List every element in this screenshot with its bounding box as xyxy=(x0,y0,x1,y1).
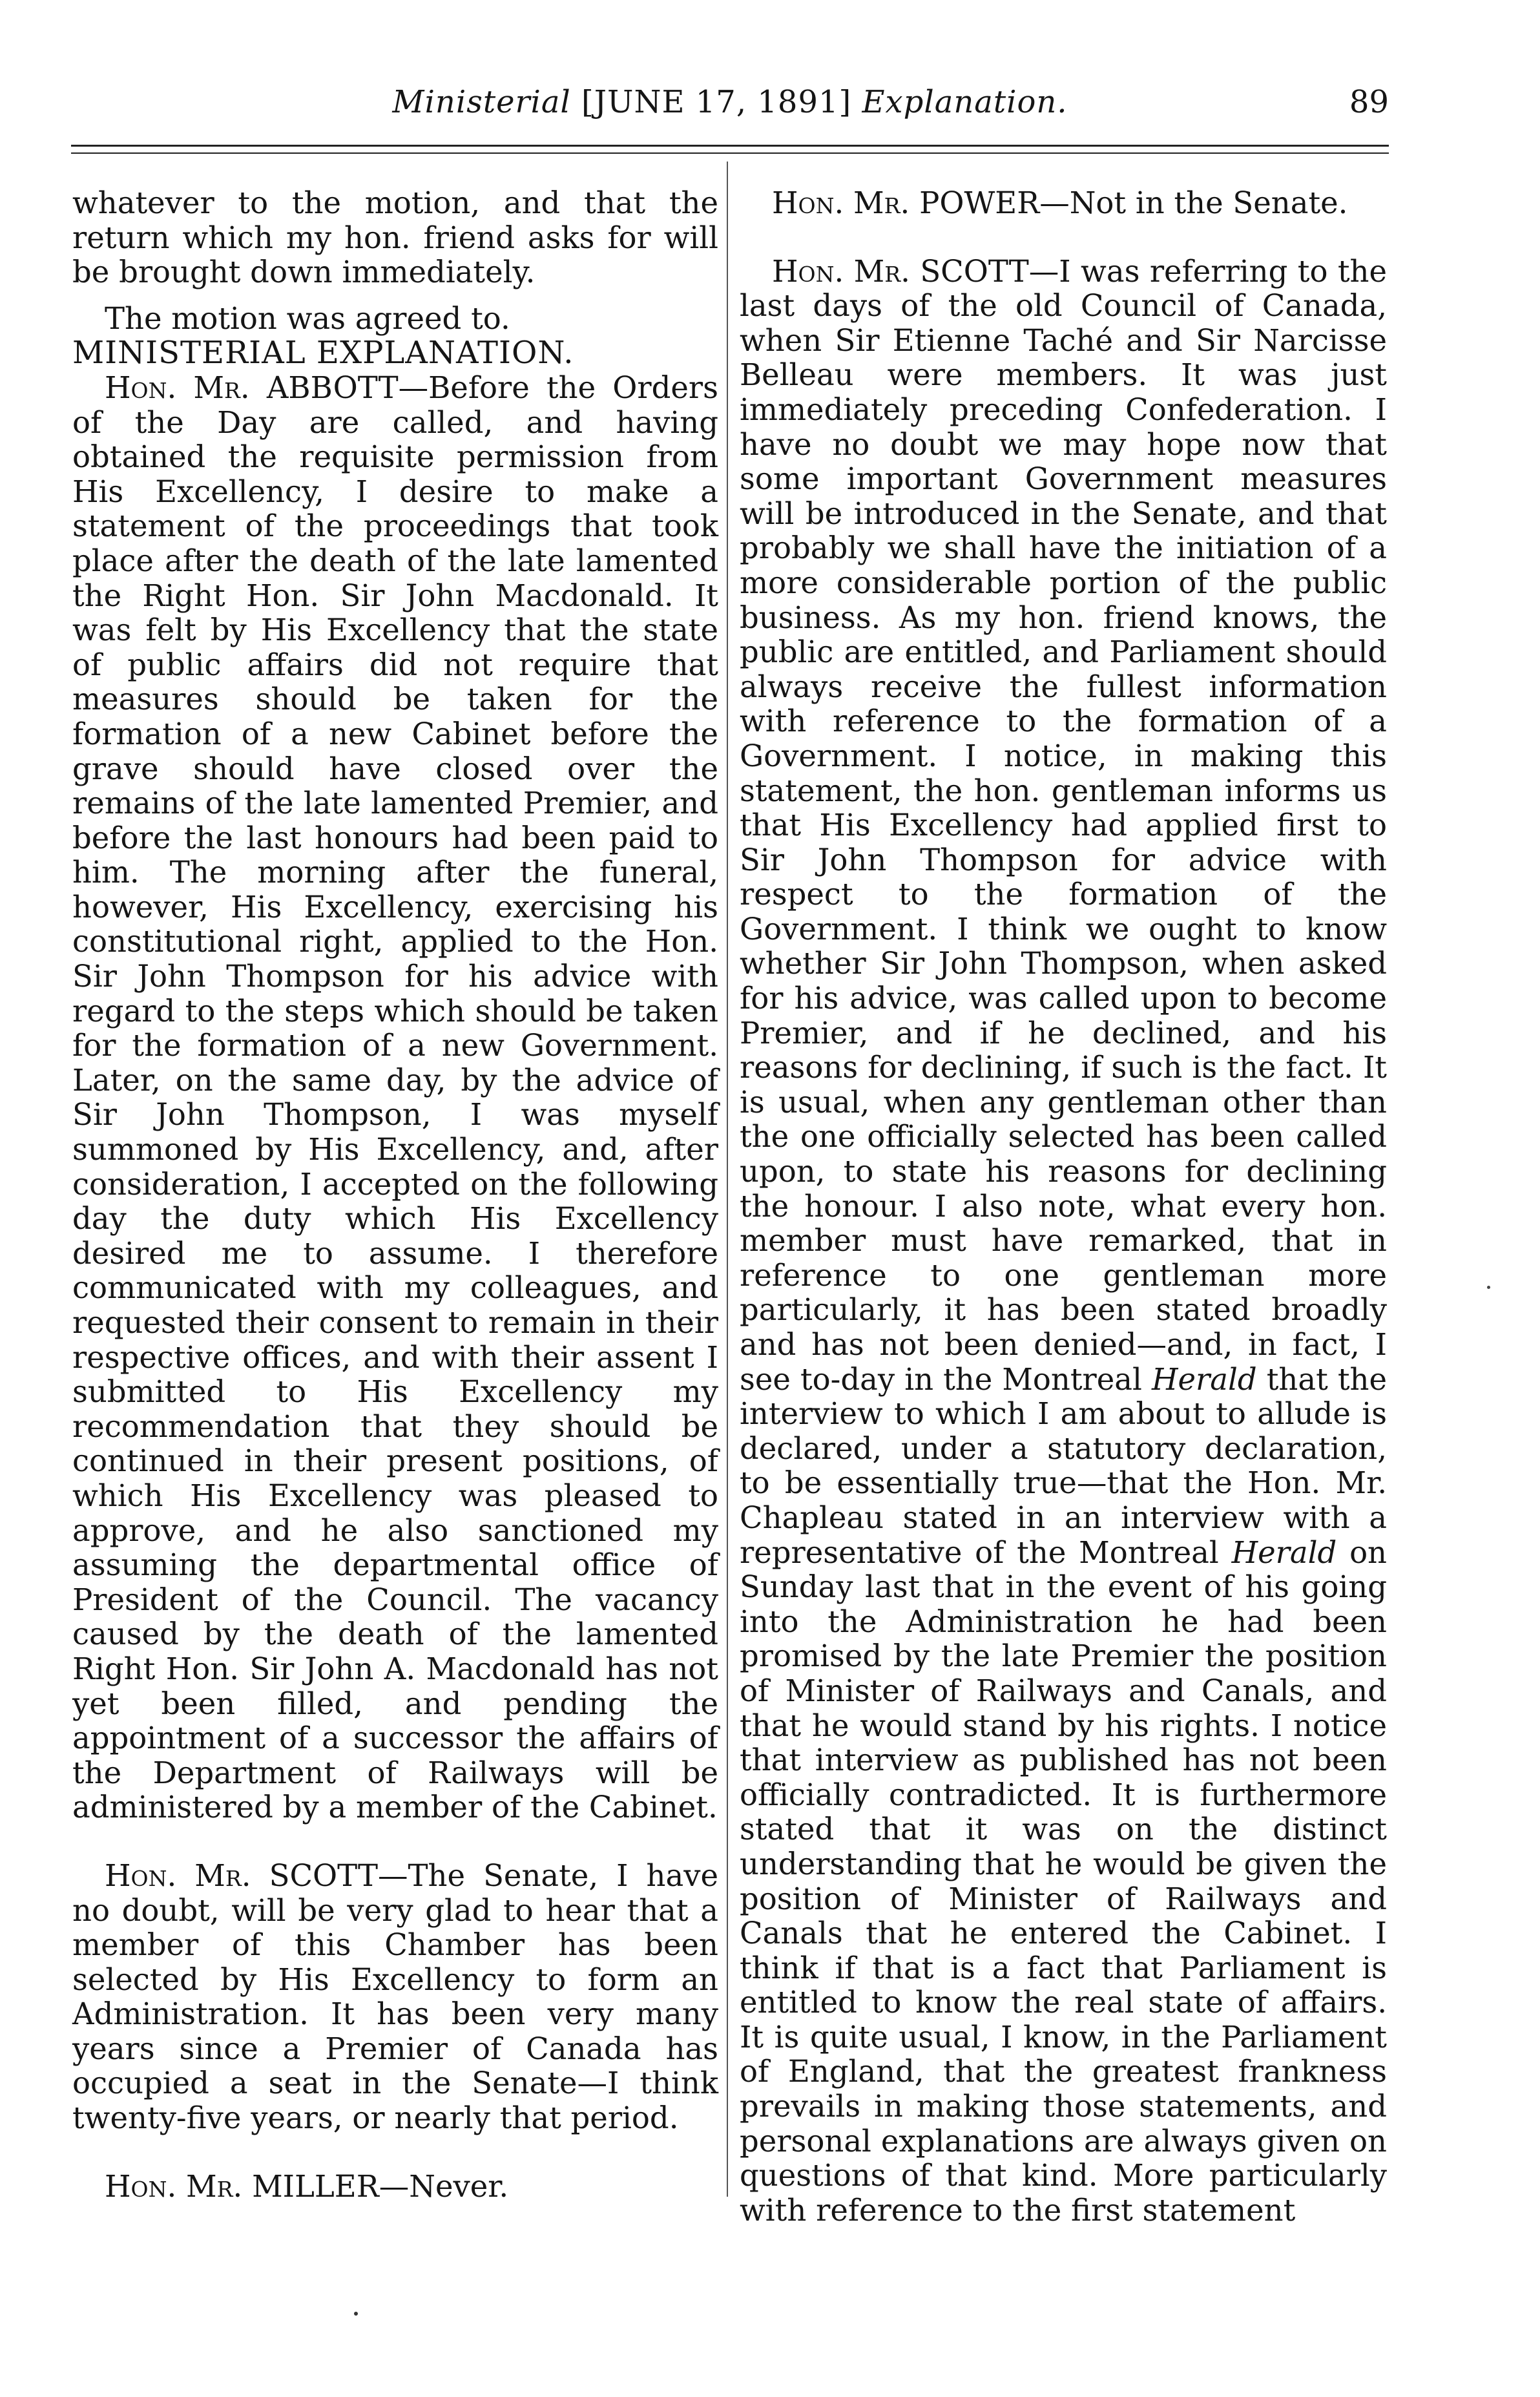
speaker-scott: Hon. Mr. SCOTT xyxy=(105,1858,379,1893)
running-title xyxy=(71,84,1389,120)
paragraph-continuation: whatever to the motion, and that the return which my hon. friend asks for will be brought down immediately. xyxy=(72,185,718,290)
speech-miller: —Never. xyxy=(379,2168,509,2204)
header-rule-thick xyxy=(71,145,1389,147)
speech-power: —Not in the Senate. xyxy=(1039,185,1348,220)
header-rule-thin xyxy=(71,152,1389,154)
paragraph-scott xyxy=(72,1859,718,2136)
speaker-power: Hon. Mr. POWER xyxy=(772,185,1040,220)
print-speck xyxy=(354,2312,358,2316)
speech-scott-reply-c: on Sunday last that in the event of his going into the Administration he had been promised by the late Premier the position of Minister of Railways and Canals, and that he would stand by his rights. I notice that interview as published has not been officially contradicted. It is furthermore stated that it was on the distinct understanding that he would be given the position of Minister of Railways and Canals that he entered the Cabinet. I think if that is a fact that Parliament is entitled to know the real state of affairs. It is quite usual, I know, in the Parliament of England, that the greatest frankness prevails in making those statements, and personal explanations are always given on questions of that kind. More particularly with reference to the first statement xyxy=(740,1534,1388,2228)
newspaper-title: Herald xyxy=(1151,1361,1257,1397)
spacer xyxy=(740,221,1387,255)
column-divider xyxy=(727,162,728,2197)
speech-abbott: —Before the Orders of the Day are called, and having obtained the requisite permission from His Excellency, I desire to make a statement of the proceedings that took place after the death of the late lamented the Right Hon. Sir John Macdonald. It was felt by His Excellency that the state of public affairs did not require that measures should be taken for the formation of a new Cabinet before the grave should have closed over the remains of the late lamented Premier, and before the last honours had been paid to him. The morning after the funeral, however, His Excellency, exercising his constitutional right, applied to the Hon. Sir John Thompson for his advice with regard to the steps which should be taken for the formation of a new Government. Later, on the same day, by the advice of Sir John Thompson, I was myself summoned by His Excellency, and, after consideration, I accepted on the following day the duty which His Excellency desired me to assume. I therefore communicated with my colleagues, and requested their consent to remain in their respective offices, and with their assent I submitted to His Excellency my recommendation that they should be continued in their present positions, of which His Excellency was pleased to approve, and he also sanctioned my assuming the departmental office of President of the Council. The vacancy caused by the death of the lamented Right Hon. Sir John A. Macdonald has not yet been filled, and pending the appointment of a successor the affairs of the Department of Railways will be administered by a member of the Cabinet. xyxy=(72,370,718,1825)
speaker-abbott: Hon. Mr. ABBOTT xyxy=(105,370,399,405)
page-header xyxy=(71,84,1389,136)
paragraph-power xyxy=(740,186,1387,221)
print-speck xyxy=(1487,1286,1490,1289)
speech-scott-reply-a: —I was referring to the last days of the old Council of Canada, when Sir Etienne Taché and Sir Narcisse Belleau were members. It was just immediately preceding Confederation. I have no doubt we may hope now that some important Government measures will be introduced in the Senate, and that probably we shall have the initiation of a more considerable portion of the public business. As my hon. friend knows, the public are entitled, and Parliament should always receive the fullest information with reference to the formation of a Government. I notice, in making this statement, the hon. gentleman informs us that His Excellency had applied first to Sir John Thompson for advice with respect to the formation of the Government. I think we ought to know whether Sir John Thompson, when asked for his advice, was called upon to become Premier, and if he declined, and his reasons for declining, if such is the fact. It is usual, when any gentleman other than the one officially selected has been called upon, to state his reasons for declining the honour. I also note, what every hon. member must have remarked, that in reference to one gentleman more particularly, it has been stated broadly and has not been denied—and, in fact, I see to-day in the Montreal xyxy=(740,253,1387,1397)
paragraph-motion-agreed: The motion was agreed to. xyxy=(105,300,510,336)
spacer xyxy=(72,2136,718,2170)
section-heading: MINISTERIAL EXPLANATION. xyxy=(72,335,574,372)
paragraph-abbott xyxy=(72,371,718,1825)
speech-scott: —The Senate, I have no doubt, will be very glad to hear that a member of this Chamber has been selected by His Excellency to form an Administration. It has been very many years since a Premier of Canada has occupied a seat in the Senate—I think twenty-five years, or nearly that period. xyxy=(72,1858,719,2136)
spacer xyxy=(72,1825,718,1859)
running-title-right: Explanation. xyxy=(862,84,1068,120)
paragraph-miller xyxy=(72,2170,718,2204)
speaker-scott-reply: Hon. Mr. SCOTT xyxy=(772,253,1029,289)
left-column xyxy=(72,186,718,2204)
newspaper-title: Herald xyxy=(1231,1534,1337,1570)
running-title-left: Ministerial xyxy=(392,84,571,120)
speech-scott-reply-b: that the interview to which I am about to allude is declared, under a statutory declaration, to be essentially true—that the Hon. Mr. Chapleau stated in an interview with a representative of the Montreal xyxy=(740,1361,1388,1570)
right-column xyxy=(740,186,1387,2228)
running-title-date: [JUNE 17, 1891] xyxy=(581,84,852,120)
speaker-miller: Hon. Mr. MILLER xyxy=(105,2168,379,2204)
page-number: 89 xyxy=(1349,84,1389,120)
paragraph-scott-reply xyxy=(740,255,1387,2228)
